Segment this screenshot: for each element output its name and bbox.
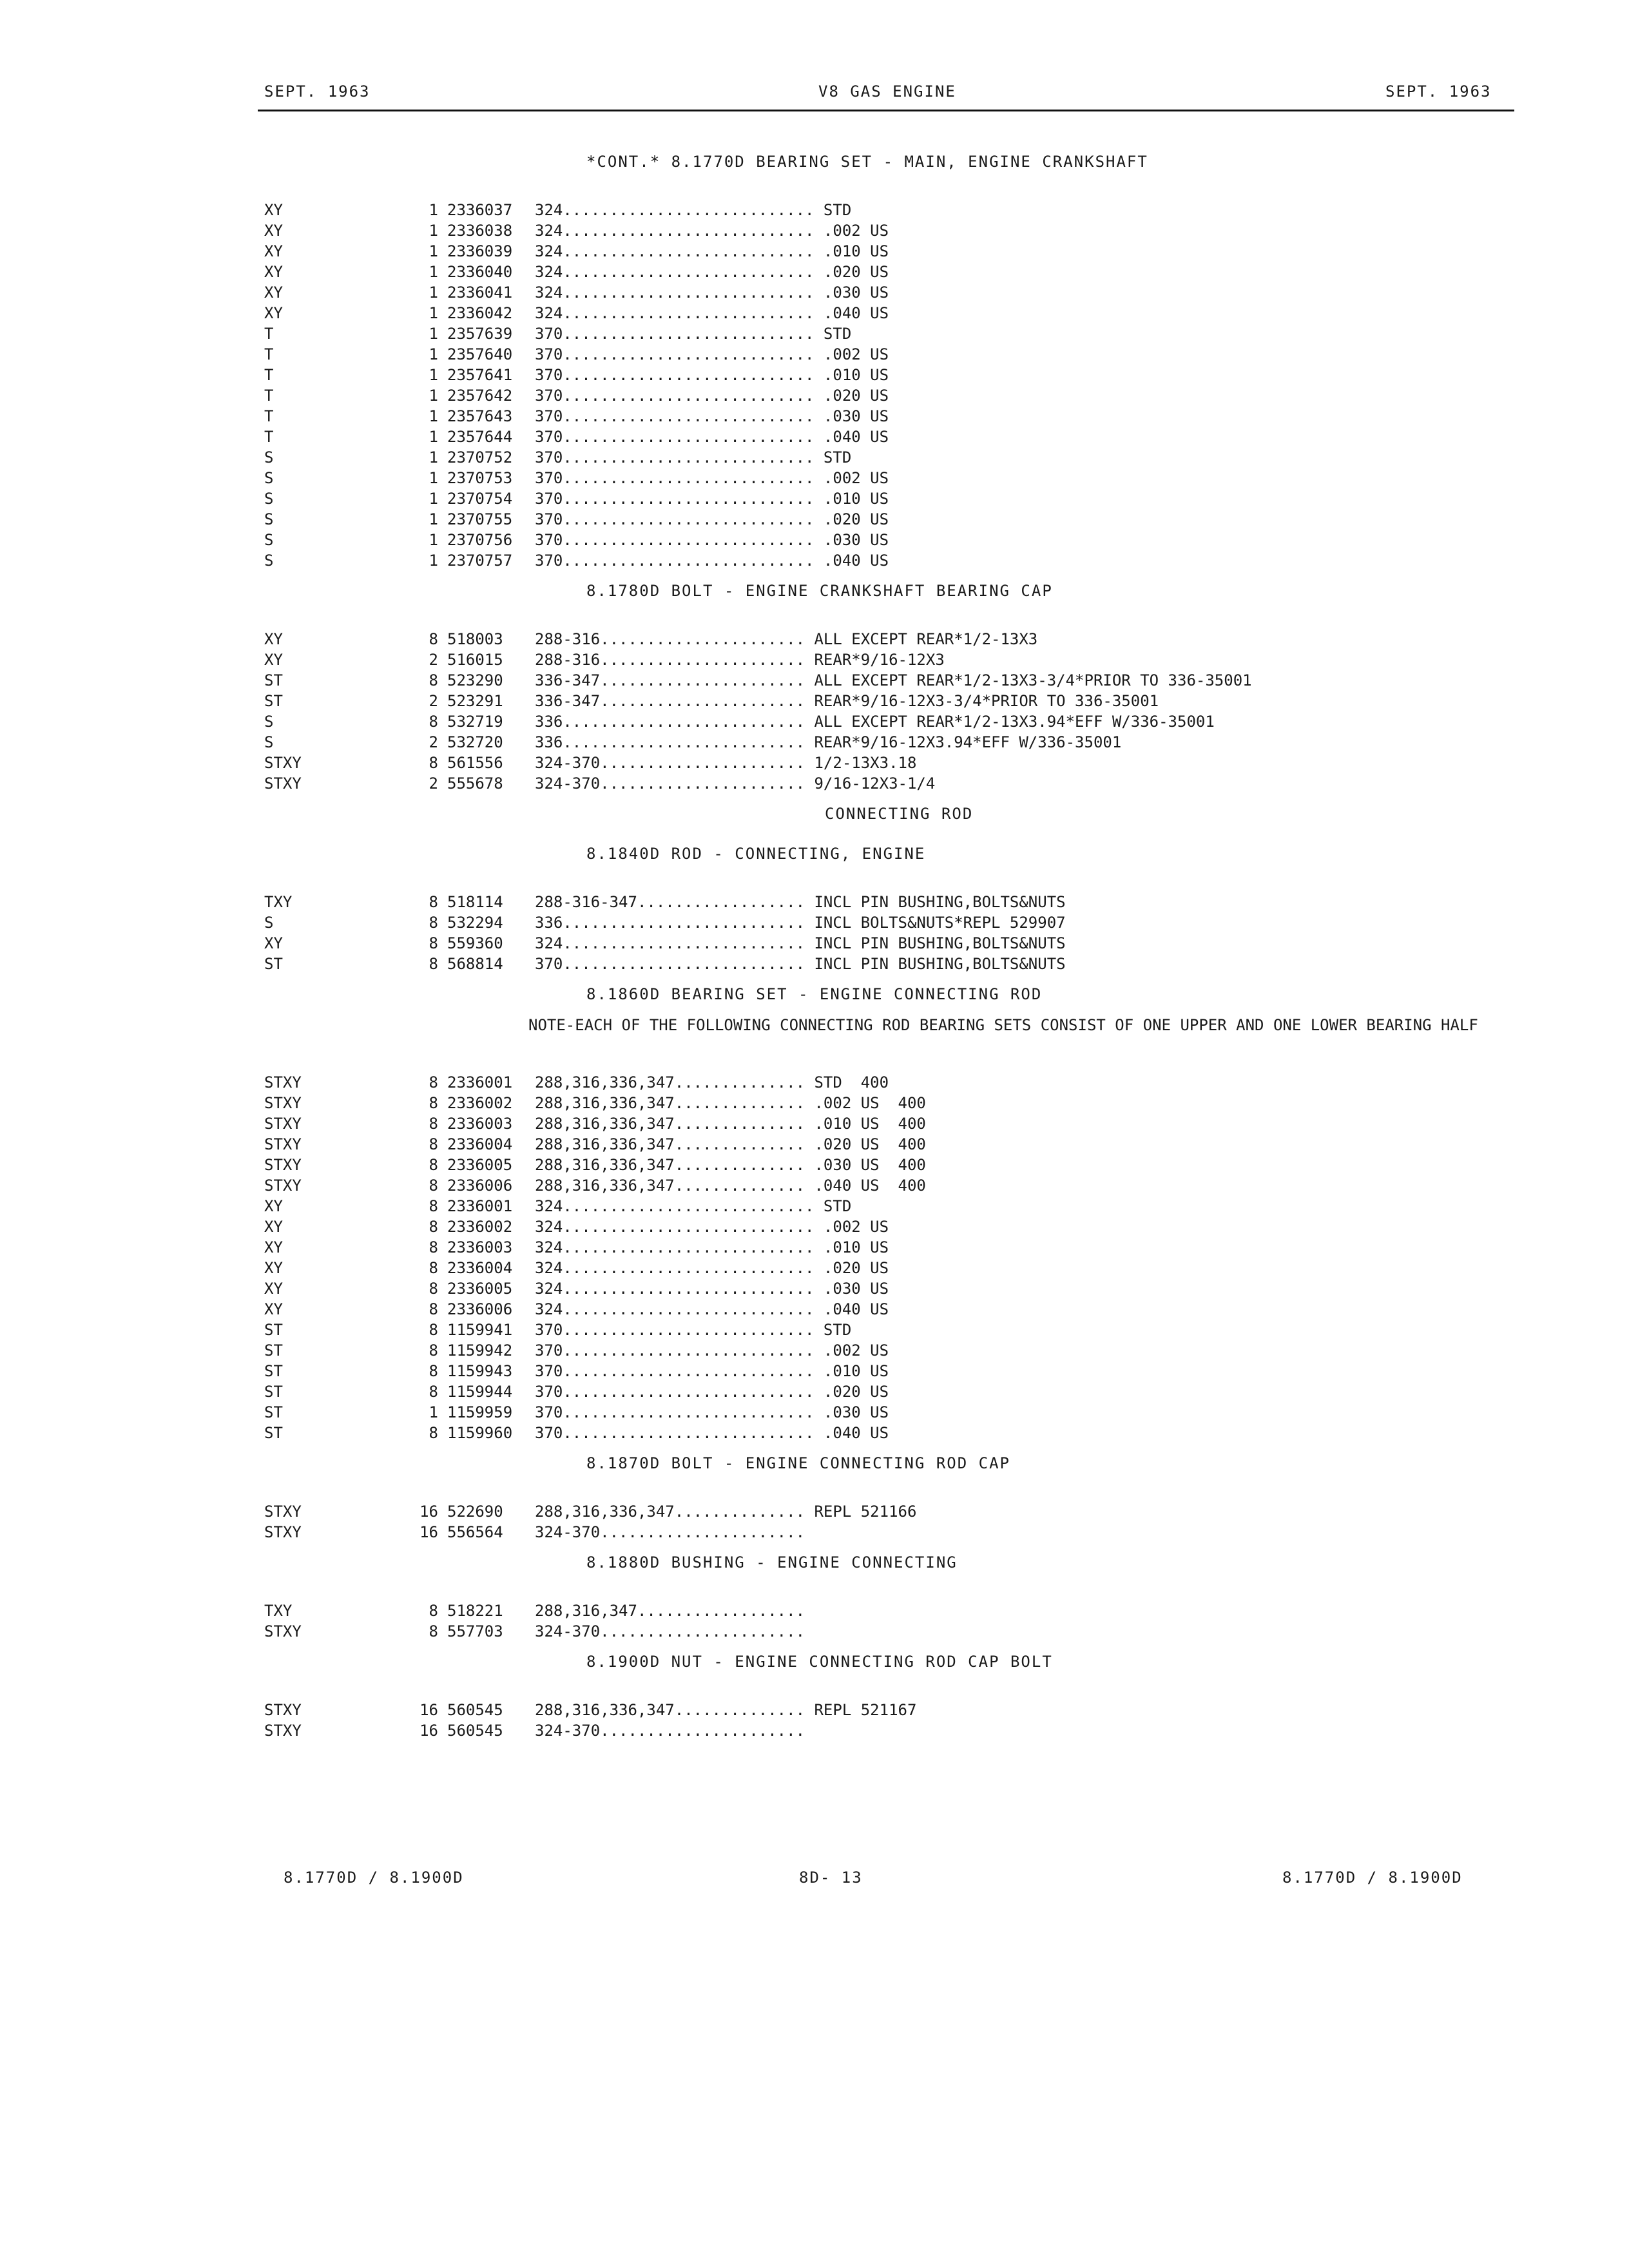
part-number: 555678	[447, 774, 503, 793]
part-number: 1159942	[447, 1341, 513, 1360]
part-description: 324........................... STD	[535, 201, 852, 219]
part-number: 2370755	[447, 510, 513, 528]
part-description: 288,316,336,347.............. STD 400	[535, 1073, 889, 1091]
part-number: 2336040	[447, 263, 513, 281]
part-description: 324-370......................	[535, 1523, 805, 1541]
model-code: STXY	[264, 1177, 302, 1195]
quantity: 2	[429, 774, 438, 793]
quantity: 8	[429, 1073, 438, 1091]
part-row	[264, 1600, 1521, 1621]
part-number: 1159959	[447, 1403, 513, 1421]
quantity: 1	[429, 1403, 438, 1421]
part-row	[264, 1113, 1521, 1134]
part-description: 370........................... .010 US	[535, 366, 889, 384]
part-description: 324........................... .020 US	[535, 263, 889, 281]
part-row	[264, 732, 1521, 753]
model-code: ST	[264, 1362, 283, 1380]
part-row	[264, 629, 1521, 649]
quantity: 8	[429, 1622, 438, 1640]
part-description: 336-347...................... REAR*9/16-12X3-3/4*PRIOR TO 336-35001	[535, 692, 1159, 710]
part-number: 1159941	[447, 1321, 513, 1339]
part-description: 288,316,336,347.............. .002 US 400	[535, 1094, 926, 1112]
part-description: 288,316,336,347.............. REPL 521166	[535, 1503, 917, 1521]
section-title: 8.1900D NUT - ENGINE CONNECTING ROD CAP BOLT	[586, 1653, 1053, 1671]
quantity: 8	[429, 1238, 438, 1256]
model-code: T	[264, 387, 274, 405]
part-number: 2336003	[447, 1115, 513, 1133]
quantity: 8	[429, 1383, 438, 1401]
footer-range-right: 8.1770D / 8.1900D	[1282, 1869, 1463, 1887]
part-number: 2370753	[447, 469, 513, 487]
part-number: 516015	[447, 651, 503, 669]
quantity: 16	[419, 1701, 438, 1719]
section-title: 8.1870D BOLT - ENGINE CONNECTING ROD CAP	[586, 1454, 1010, 1472]
quantity: 8	[429, 1156, 438, 1174]
part-row	[264, 262, 1521, 282]
model-code: XY	[264, 1300, 283, 1318]
part-number: 518114	[447, 893, 503, 911]
part-row	[264, 1720, 1521, 1741]
quantity: 8	[429, 1135, 438, 1153]
part-row	[264, 954, 1521, 974]
part-description: 288,316,336,347.............. .040 US 400	[535, 1177, 926, 1195]
part-row	[264, 550, 1521, 571]
quantity: 8	[429, 1177, 438, 1195]
part-row	[264, 1278, 1521, 1299]
part-description: 370........................... .040 US	[535, 428, 889, 446]
section-title: *CONT.* 8.1770D BEARING SET - MAIN, ENGINE CRANKSHAFT	[586, 153, 1148, 171]
part-description: 324........................... .010 US	[535, 242, 889, 260]
part-description: 370........................... STD	[535, 325, 852, 343]
part-row	[264, 1258, 1521, 1278]
part-description: 370........................... .002 US	[535, 345, 889, 363]
part-number: 2370756	[447, 531, 513, 549]
quantity: 8	[429, 914, 438, 932]
part-row	[264, 912, 1521, 933]
model-code: STXY	[264, 1622, 302, 1640]
section-note: NOTE-EACH OF THE FOLLOWING CONNECTING ROD BEARING SETS CONSIST OF ONE UPPER AND ONE LOWER BEARING HALF	[528, 1016, 1478, 1034]
section-title: 8.1780D BOLT - ENGINE CRANKSHAFT BEARING CAP	[586, 582, 1053, 600]
quantity: 8	[429, 1197, 438, 1215]
footer-page-number: 8D- 13	[799, 1869, 863, 1887]
part-description: 324........................... .002 US	[535, 222, 889, 240]
quantity: 8	[429, 893, 438, 911]
part-description: 370........................... STD	[535, 448, 852, 466]
part-description: 336.......................... REAR*9/16-12X3.94*EFF W/336-35001	[535, 733, 1122, 751]
part-row	[264, 365, 1521, 385]
part-number: 556564	[447, 1523, 503, 1541]
part-number: 2370754	[447, 490, 513, 508]
quantity: 8	[429, 1218, 438, 1236]
quantity: 16	[419, 1523, 438, 1541]
part-number: 1159943	[447, 1362, 513, 1380]
model-code: XY	[264, 222, 283, 240]
quantity: 2	[429, 692, 438, 710]
part-row	[264, 1340, 1521, 1361]
model-code: ST	[264, 1424, 283, 1442]
part-row	[264, 241, 1521, 262]
model-code: ST	[264, 692, 283, 710]
part-row	[264, 1237, 1521, 1258]
quantity: 1	[429, 407, 438, 425]
part-description: 336-347...................... ALL EXCEPT REAR*1/2-13X3-3/4*PRIOR TO 336-35001	[535, 671, 1252, 689]
quantity: 8	[429, 955, 438, 973]
model-code: STXY	[264, 774, 302, 793]
part-number: 2336038	[447, 222, 513, 240]
part-row	[264, 1381, 1521, 1402]
part-description: 288,316,347..................	[535, 1602, 805, 1620]
model-code: S	[264, 510, 274, 528]
part-number: 532720	[447, 733, 503, 751]
part-row	[264, 427, 1521, 447]
part-row	[264, 1621, 1521, 1642]
model-code: ST	[264, 671, 283, 689]
part-number: 568814	[447, 955, 503, 973]
model-code: XY	[264, 1259, 283, 1277]
part-row	[264, 773, 1521, 794]
model-code: STXY	[264, 1115, 302, 1133]
part-row	[264, 530, 1521, 550]
model-code: STXY	[264, 1701, 302, 1719]
quantity: 2	[429, 651, 438, 669]
quantity: 8	[429, 671, 438, 689]
model-code: XY	[264, 1218, 283, 1236]
part-row	[264, 1134, 1521, 1155]
part-number: 560545	[447, 1722, 503, 1740]
part-row	[264, 1299, 1521, 1320]
model-code: TXY	[264, 1602, 293, 1620]
quantity: 16	[419, 1722, 438, 1740]
part-number: 560545	[447, 1701, 503, 1719]
quantity: 8	[429, 1341, 438, 1360]
part-description: 370........................... .002 US	[535, 469, 889, 487]
part-number: 2336004	[447, 1135, 513, 1153]
model-code: S	[264, 469, 274, 487]
part-row	[264, 344, 1521, 365]
part-description: 324........................... .002 US	[535, 1218, 889, 1236]
part-description: 370........................... .040 US	[535, 1424, 889, 1442]
parts-list	[264, 142, 1521, 1741]
part-description: 324.......................... INCL PIN BUSHING,BOLTS&NUTS	[535, 934, 1066, 952]
header-title: V8 GAS ENGINE	[818, 82, 956, 101]
quantity: 1	[429, 222, 438, 240]
part-description: 288,316,336,347.............. REPL 521167	[535, 1701, 917, 1719]
part-row	[264, 406, 1521, 427]
part-number: 2357640	[447, 345, 513, 363]
part-row	[264, 1216, 1521, 1237]
part-description: 370........................... .010 US	[535, 490, 889, 508]
model-code: T	[264, 325, 274, 343]
part-row	[264, 711, 1521, 732]
part-row	[264, 1196, 1521, 1216]
section-title: 8.1880D BUSHING - ENGINE CONNECTING	[586, 1553, 958, 1571]
part-number: 2357643	[447, 407, 513, 425]
model-code: STXY	[264, 1523, 302, 1541]
part-row	[264, 670, 1521, 691]
model-code: S	[264, 713, 274, 731]
part-number: 2336002	[447, 1094, 513, 1112]
part-description: 288,316,336,347.............. .010 US 400	[535, 1115, 926, 1133]
model-code: XY	[264, 284, 283, 302]
section-title: 8.1840D ROD - CONNECTING, ENGINE	[586, 845, 926, 863]
part-number: 2336004	[447, 1259, 513, 1277]
part-description: 324........................... .020 US	[535, 1259, 889, 1277]
part-number: 2357641	[447, 366, 513, 384]
part-row	[264, 1072, 1521, 1093]
model-code: ST	[264, 1341, 283, 1360]
part-row	[264, 892, 1521, 912]
part-number: 1159960	[447, 1424, 513, 1442]
model-code: S	[264, 914, 274, 932]
part-number: 2336001	[447, 1073, 513, 1091]
part-row	[264, 200, 1521, 220]
part-description: 324........................... .030 US	[535, 284, 889, 302]
part-number: 2357639	[447, 325, 513, 343]
part-number: 2370757	[447, 552, 513, 570]
part-description: 288,316,336,347.............. .030 US 400	[535, 1156, 926, 1174]
part-row	[264, 488, 1521, 509]
part-description: 370........................... .020 US	[535, 387, 889, 405]
model-code: XY	[264, 630, 283, 648]
model-code: T	[264, 428, 274, 446]
part-description: 324-370......................	[535, 1722, 805, 1740]
part-row	[264, 282, 1521, 303]
part-row	[264, 1402, 1521, 1423]
quantity: 8	[429, 1115, 438, 1133]
part-number: 2336002	[447, 1218, 513, 1236]
part-row	[264, 753, 1521, 773]
quantity: 1	[429, 428, 438, 446]
part-number: 518221	[447, 1602, 503, 1620]
part-row	[264, 509, 1521, 530]
part-description: 324........................... .040 US	[535, 304, 889, 322]
part-number: 522690	[447, 1503, 503, 1521]
part-description: 288,316,336,347.............. .020 US 400	[535, 1135, 926, 1153]
part-row	[264, 1093, 1521, 1113]
model-code: T	[264, 366, 274, 384]
model-code: S	[264, 448, 274, 466]
part-description: 370........................... .010 US	[535, 1362, 889, 1380]
model-code: XY	[264, 934, 283, 952]
quantity: 1	[429, 201, 438, 219]
part-number: 2336039	[447, 242, 513, 260]
part-number: 2336006	[447, 1177, 513, 1195]
quantity: 8	[429, 1424, 438, 1442]
part-number: 1159944	[447, 1383, 513, 1401]
part-description: 324........................... .010 US	[535, 1238, 889, 1256]
model-code: S	[264, 490, 274, 508]
part-row	[264, 1155, 1521, 1175]
model-code: ST	[264, 955, 283, 973]
quantity: 8	[429, 934, 438, 952]
part-row	[264, 1175, 1521, 1196]
part-row	[264, 1361, 1521, 1381]
part-row	[264, 1501, 1521, 1522]
part-row	[264, 1423, 1521, 1443]
footer-range-left: 8.1770D / 8.1900D	[284, 1869, 464, 1887]
part-number: 2336003	[447, 1238, 513, 1256]
part-description: 324-370...................... 9/16-12X3-1/4	[535, 774, 936, 793]
quantity: 1	[429, 263, 438, 281]
part-number: 2357642	[447, 387, 513, 405]
part-description: 370........................... .020 US	[535, 1383, 889, 1401]
quantity: 16	[419, 1503, 438, 1521]
model-code: ST	[264, 1321, 283, 1339]
quantity: 8	[429, 1280, 438, 1298]
quantity: 1	[429, 448, 438, 466]
quantity: 1	[429, 469, 438, 487]
quantity: 8	[429, 1602, 438, 1620]
quantity: 1	[429, 242, 438, 260]
part-description: 324........................... .030 US	[535, 1280, 889, 1298]
part-description: 370.......................... INCL PIN BUSHING,BOLTS&NUTS	[535, 955, 1066, 973]
part-row	[264, 385, 1521, 406]
model-code: STXY	[264, 1722, 302, 1740]
part-number: 532719	[447, 713, 503, 731]
model-code: STXY	[264, 1073, 302, 1091]
part-number: 2336042	[447, 304, 513, 322]
part-number: 2336001	[447, 1197, 513, 1215]
model-code: STXY	[264, 1503, 302, 1521]
quantity: 1	[429, 325, 438, 343]
header-rule	[258, 110, 1514, 111]
part-row	[264, 691, 1521, 711]
model-code: T	[264, 345, 274, 363]
part-description: 336.......................... INCL BOLTS&NUTS*REPL 529907	[535, 914, 1066, 932]
quantity: 1	[429, 304, 438, 322]
part-number: 559360	[447, 934, 503, 952]
part-description: 370........................... .040 US	[535, 552, 889, 570]
part-description: 324-370......................	[535, 1622, 805, 1640]
part-number: 2336005	[447, 1280, 513, 1298]
part-number: 2336006	[447, 1300, 513, 1318]
part-description: 336.......................... ALL EXCEPT REAR*1/2-13X3.94*EFF W/336-35001	[535, 713, 1215, 731]
part-row	[264, 649, 1521, 670]
section-title: CONNECTING ROD	[825, 805, 974, 823]
part-number: 2336037	[447, 201, 513, 219]
quantity: 2	[429, 733, 438, 751]
header-date-left: SEPT. 1963	[264, 82, 371, 101]
quantity: 8	[429, 1362, 438, 1380]
quantity: 1	[429, 387, 438, 405]
model-code: XY	[264, 304, 283, 322]
model-code: S	[264, 552, 274, 570]
quantity: 1	[429, 490, 438, 508]
model-code: STXY	[264, 1135, 302, 1153]
part-number: 523290	[447, 671, 503, 689]
part-row	[264, 1522, 1521, 1542]
model-code: S	[264, 733, 274, 751]
model-code: STXY	[264, 1156, 302, 1174]
part-description: 370........................... .030 US	[535, 531, 889, 549]
model-code: XY	[264, 1280, 283, 1298]
quantity: 8	[429, 754, 438, 772]
part-description: 370........................... .030 US	[535, 1403, 889, 1421]
part-row	[264, 447, 1521, 468]
part-number: 2370752	[447, 448, 513, 466]
header-date-right: SEPT. 1963	[1385, 82, 1492, 101]
quantity: 8	[429, 630, 438, 648]
part-description: 324........................... .040 US	[535, 1300, 889, 1318]
part-description: 288-316...................... REAR*9/16-12X3	[535, 651, 945, 669]
part-description: 370........................... .030 US	[535, 407, 889, 425]
section-title: 8.1860D BEARING SET - ENGINE CONNECTING ROD	[586, 985, 1043, 1003]
part-number: 2357644	[447, 428, 513, 446]
quantity: 8	[429, 1259, 438, 1277]
quantity: 1	[429, 366, 438, 384]
model-code: STXY	[264, 754, 302, 772]
model-code: S	[264, 531, 274, 549]
model-code: ST	[264, 1383, 283, 1401]
part-number: 557703	[447, 1622, 503, 1640]
quantity: 8	[429, 713, 438, 731]
quantity: 8	[429, 1300, 438, 1318]
model-code: XY	[264, 1197, 283, 1215]
part-row	[264, 1700, 1521, 1720]
model-code: XY	[264, 651, 283, 669]
model-code: TXY	[264, 893, 293, 911]
part-number: 523291	[447, 692, 503, 710]
part-number: 2336041	[447, 284, 513, 302]
part-row	[264, 933, 1521, 954]
quantity: 1	[429, 284, 438, 302]
quantity: 1	[429, 510, 438, 528]
quantity: 1	[429, 552, 438, 570]
model-code: ST	[264, 1403, 283, 1421]
part-number: 532294	[447, 914, 503, 932]
quantity: 1	[429, 531, 438, 549]
part-number: 2336005	[447, 1156, 513, 1174]
quantity: 1	[429, 345, 438, 363]
part-description: 288-316-347.................. INCL PIN BUSHING,BOLTS&NUTS	[535, 893, 1066, 911]
part-description: 288-316...................... ALL EXCEPT REAR*1/2-13X3	[535, 630, 1038, 648]
part-row	[264, 323, 1521, 344]
part-description: 370........................... .002 US	[535, 1341, 889, 1360]
part-row	[264, 303, 1521, 323]
part-number: 561556	[447, 754, 503, 772]
part-description: 324........................... STD	[535, 1197, 852, 1215]
model-code: XY	[264, 242, 283, 260]
part-description: 324-370...................... 1/2-13X3.18	[535, 754, 917, 772]
quantity: 8	[429, 1321, 438, 1339]
quantity: 8	[429, 1094, 438, 1112]
part-row	[264, 468, 1521, 488]
model-code: XY	[264, 263, 283, 281]
part-row	[264, 220, 1521, 241]
model-code: XY	[264, 1238, 283, 1256]
model-code: T	[264, 407, 274, 425]
part-description: 370........................... STD	[535, 1321, 852, 1339]
model-code: XY	[264, 201, 283, 219]
part-row	[264, 1320, 1521, 1340]
part-description: 370........................... .020 US	[535, 510, 889, 528]
model-code: STXY	[264, 1094, 302, 1112]
part-number: 518003	[447, 630, 503, 648]
